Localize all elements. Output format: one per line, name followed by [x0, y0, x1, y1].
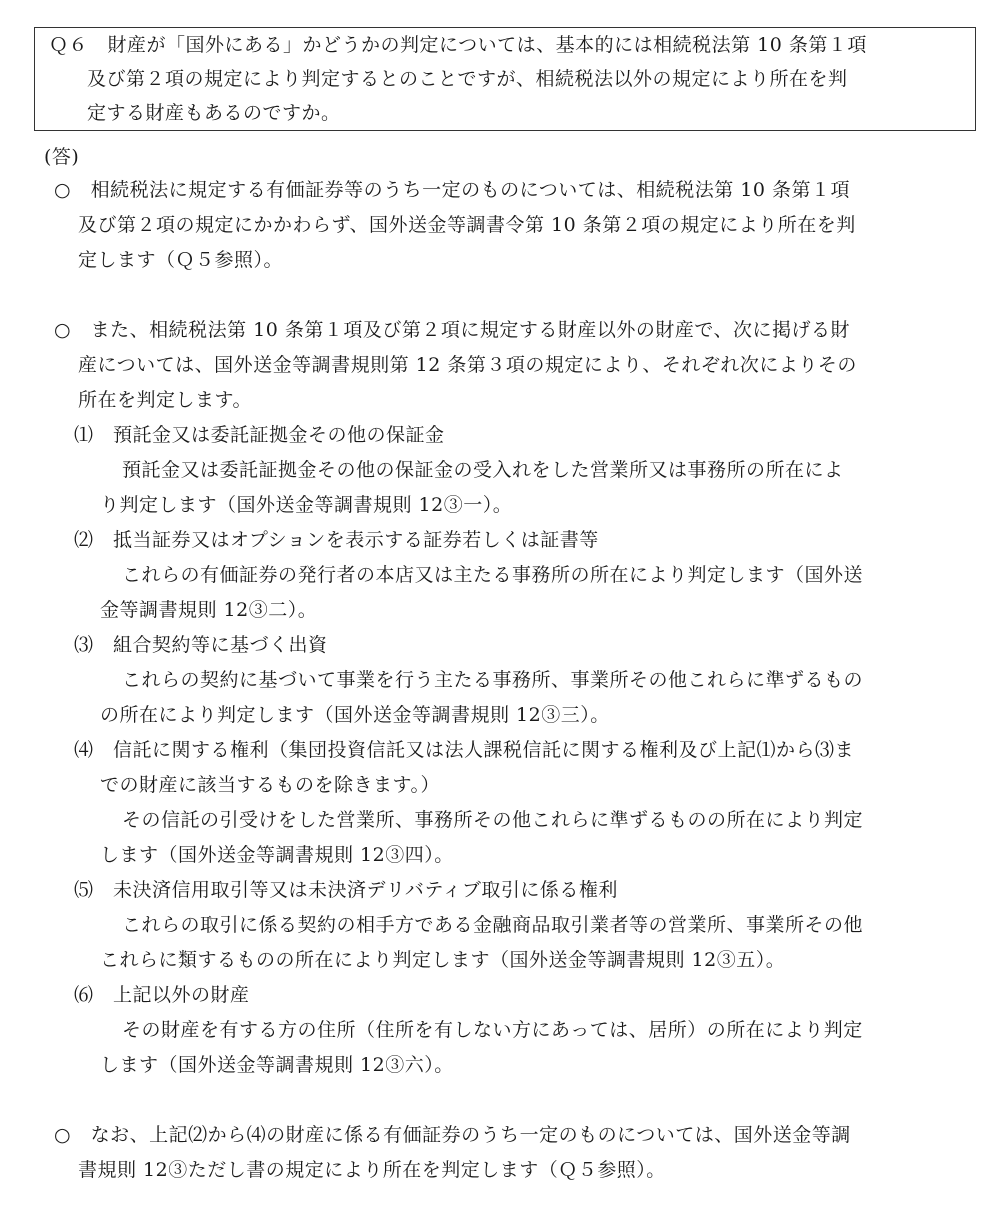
item6-body-line-2: します（国外送金等調書規則 12③六）。 — [100, 1054, 454, 1076]
item4-heading: ⑷ 信託に関する権利（集団投資信託又は法人課税信託に関する権利及び上記⑴から⑶ま — [74, 739, 855, 761]
para2-line-3: 所在を判定します。 — [78, 389, 252, 411]
item6-heading: ⑹ 上記以外の財産 — [74, 984, 250, 1006]
item3-body-line-1: これらの契約に基づいて事業を行う主たる事務所、事業所その他これらに準ずるもの — [122, 669, 864, 691]
question-line-3: 定する財産もあるのですか。 — [87, 102, 341, 124]
question-box — [34, 27, 976, 131]
item2-body-line-2: 金等調書規則 12③二）。 — [100, 599, 318, 621]
para3-line-2: 書規則 12③ただし書の規定により所在を判定します（Ｑ５参照）。 — [78, 1159, 666, 1181]
answer-label: (答) — [44, 146, 80, 168]
item4-heading-line-2: での財産に該当するものを除きます。） — [100, 774, 440, 796]
question-line-2: 及び第２項の規定により判定するとのことですが、相続税法以外の規定により所在を判 — [87, 68, 848, 90]
item4-body-line-2: します（国外送金等調書規則 12③四）。 — [100, 844, 454, 866]
para1-line-1: ○ 相続税法に規定する有価証券等のうち一定のものについては、相続税法第 10 条第１項 — [54, 179, 850, 201]
item5-body-line-1: これらの取引に係る契約の相手方である金融商品取引業者等の営業所、事業所その他 — [122, 914, 864, 936]
item1-body-line-1: 預託金又は委託証拠金その他の保証金の受入れをした営業所又は事務所の所在によ — [122, 459, 844, 481]
item3-heading: ⑶ 組合契約等に基づく出資 — [74, 634, 328, 656]
para2-line-1: ○ また、相続税法第 10 条第１項及び第２項に規定する財産以外の財産で、次に掲げる財 — [54, 319, 850, 341]
para1-line-3: 定します（Ｑ５参照）。 — [78, 249, 284, 271]
item1-body-line-2: り判定します（国外送金等調書規則 12③一）。 — [100, 494, 513, 516]
para2-line-2: 産については、国外送金等調書規則第 12 条第３項の規定により、それぞれ次によりその — [78, 354, 857, 376]
para1-line-2: 及び第２項の規定にかかわらず、国外送金等調書令第 10 条第２項の規定により所在を判 — [78, 214, 856, 236]
item1-heading: ⑴ 預託金又は委託証拠金その他の保証金 — [74, 424, 445, 446]
question-line-1: Ｑ６ 財産が「国外にある」かどうかの判定については、基本的には相続税法第 10 条第１項 — [49, 34, 867, 56]
item4-body-line-1: その信託の引受けをした営業所、事務所その他これらに準ずるものの所在により判定 — [122, 809, 864, 831]
item2-body-line-1: これらの有価証券の発行者の本店又は主たる事務所の所在により判定します（国外送 — [122, 564, 864, 586]
para3-line-1: ○ なお、上記⑵から⑷の財産に係る有価証券のうち一定のものについては、国外送金等調 — [54, 1124, 851, 1146]
item5-body-line-2: これらに類するものの所在により判定します（国外送金等調書規則 12③五）。 — [100, 949, 786, 971]
item5-heading: ⑸ 未決済信用取引等又は未決済デリバティブ取引に係る権利 — [74, 879, 618, 901]
item2-heading: ⑵ 抵当証券又はオプションを表示する証券若しくは証書等 — [74, 529, 599, 551]
item3-body-line-2: の所在により判定します（国外送金等調書規則 12③三）。 — [100, 704, 610, 726]
item6-body-line-1: その財産を有する方の住所（住所を有しない方にあっては、居所）の所在により判定 — [122, 1019, 863, 1041]
